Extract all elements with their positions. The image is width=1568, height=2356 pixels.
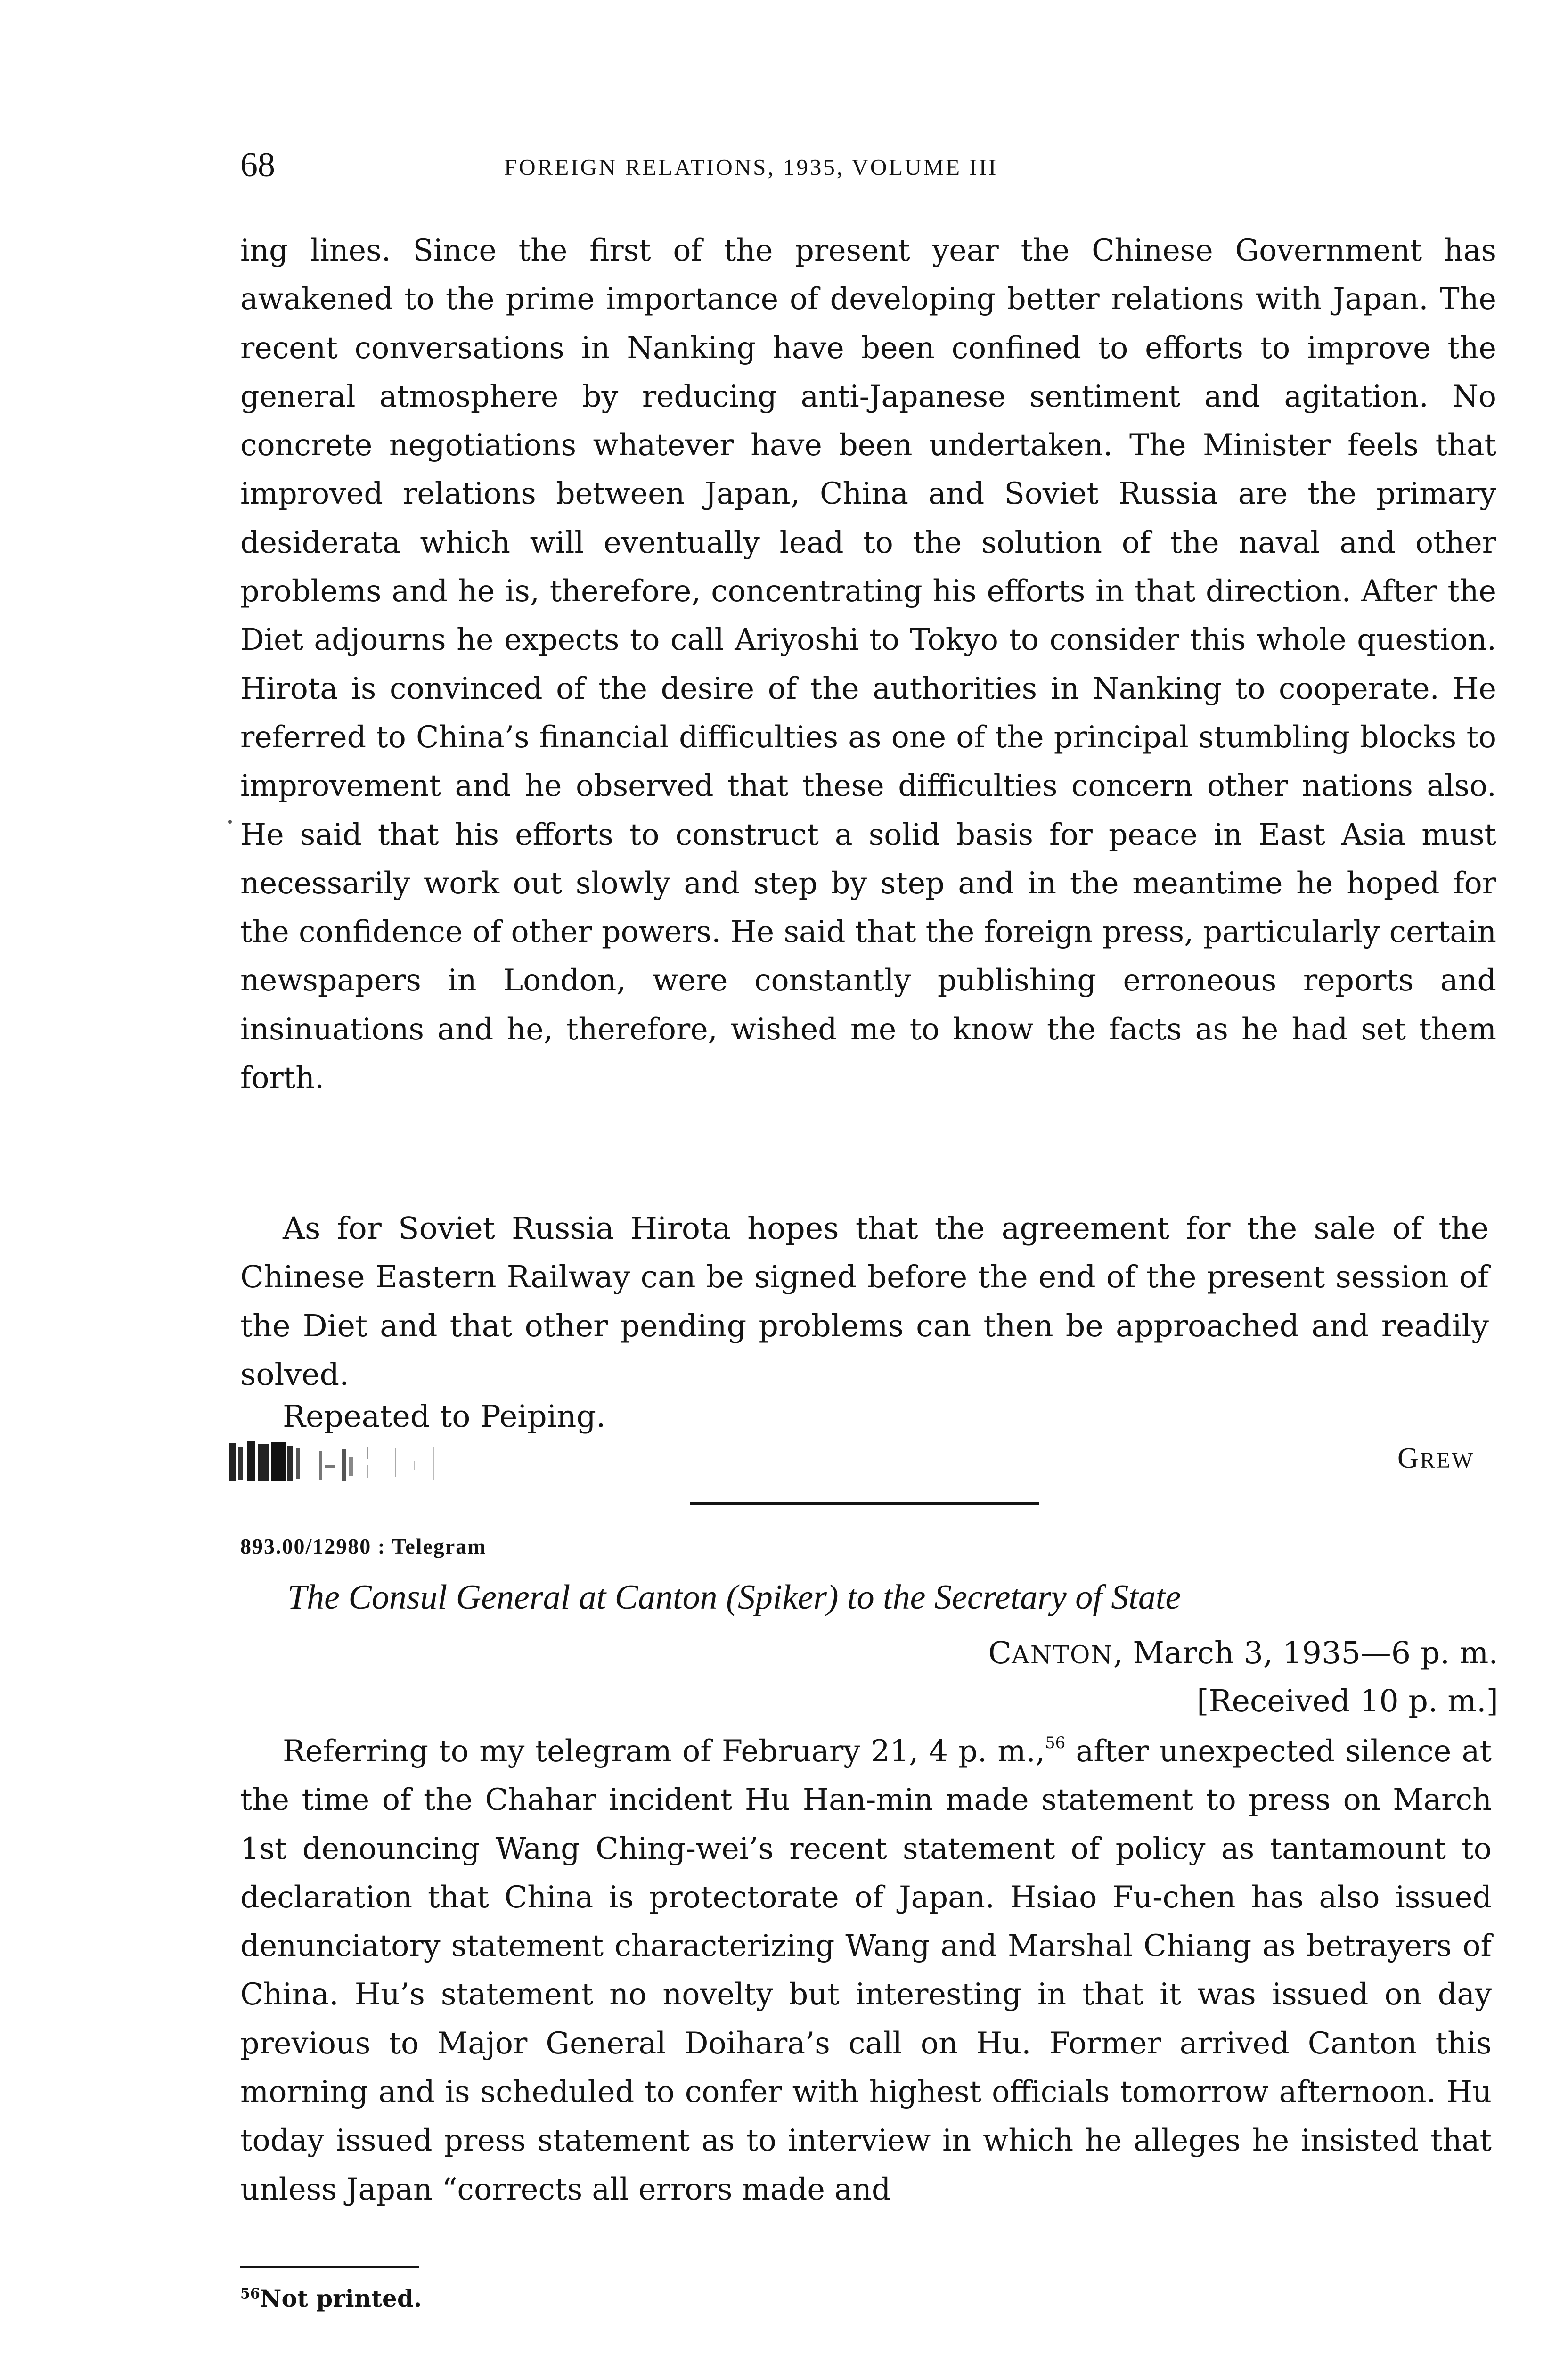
dateline-place-date: CANTON, March 3, 1935—6 p. m. (988, 1636, 1498, 1671)
page-header (240, 144, 1244, 186)
telegram-body-paragraph: Referring to my telegram of February 21, 4 p. m.,$^{56}$ after unexpected silence at the time of the Chahar incident Hu Han-min made statement to press on March 1st denouncing Wang Ching-wei’s recent statement of policy as tantamount to declaration that China is protectorate of Japan. Hsiao Fu-chen has also issued denunciatory statement characterizing Wang and Marshal Chiang as betrayers of China. Hu’s statement no novelty but interesting in that it was issued on day previous to Major General Doihara’s call on Hu. Former arrived Canton this morning and is scheduled to confer with highest officials tomorrow afternoon. Hu today issued press statement as to interview in which he alleges he insisted that unless Japan “corrects all errors made and (240, 1734, 1492, 2207)
library-stamp-image (225, 1432, 616, 1489)
signature-grew: GREW (1397, 1442, 1475, 1474)
body-paragraph-3: Repeated to Peiping. (283, 1399, 606, 1434)
body-paragraph-1: ing lines. Since the first of the present year the Chinese Government has awakened to the prime importance of developing better relations with Japan. The recent conversations in Nanking have been confined to efforts to improve the general atmosphere by reducing anti-Japanese sentiment and agitation. No concrete negotiations whatever have been undertaken. The Minister feels that improved relations between Japan, China and Soviet Russia are the primary desiderata which will eventually lead to the solution of the naval and other problems and he is, therefore, concentrating his efforts in that direction. After the Diet adjourns he expects to call Ariyoshi to Tokyo to consider this whole question. Hirota is convinced of the desire of the authorities in Nanking to cooperate. He referred to China’s financial difficulties as one of the principal stumbling blocks to improvement and he observed that these difficulties concern other nations also. He said that his efforts to construct a solid basis for peace in East Asia must necessarily work out slowly and step by step and in the meantime he hoped for the confidence of other powers. He said that the foreign press, particularly certain newspapers in London, were constantly publishing erroneous reports and insinuations and he, therefore, wished me to know the facts as he had set them forth. (240, 233, 1496, 1096)
telegram-id: 893.00/12980 : Telegram (240, 1534, 487, 1558)
footnote (240, 2284, 422, 2312)
margin-mark (228, 820, 232, 824)
section-divider (690, 1502, 1039, 1505)
document-title: The Consul General at Canton (Spiker) to the Secretary of State (287, 1578, 1181, 1617)
body-paragraph-2: As for Soviet Russia Hirota hopes that the agreement for the sale of the Chinese Eastern Railway can be signed before the end of the present session of the Diet and that other pending problems can then be approached and readily solved. (240, 1211, 1489, 1392)
running-head: FOREIGN RELATIONS, 1935, VOLUME III (504, 154, 998, 180)
dateline (933, 1630, 1498, 1725)
received-note: [Received 10 p. m.] (1197, 1684, 1498, 1719)
footnote-text: Not printed. (260, 2284, 422, 2312)
stamp-marks (225, 1432, 616, 1489)
footnote-divider (240, 2266, 419, 2268)
footnote-reference: 56 (1045, 1734, 1066, 1752)
footnote-number: 56 (240, 2285, 260, 2302)
page-number: 68 (240, 146, 275, 184)
